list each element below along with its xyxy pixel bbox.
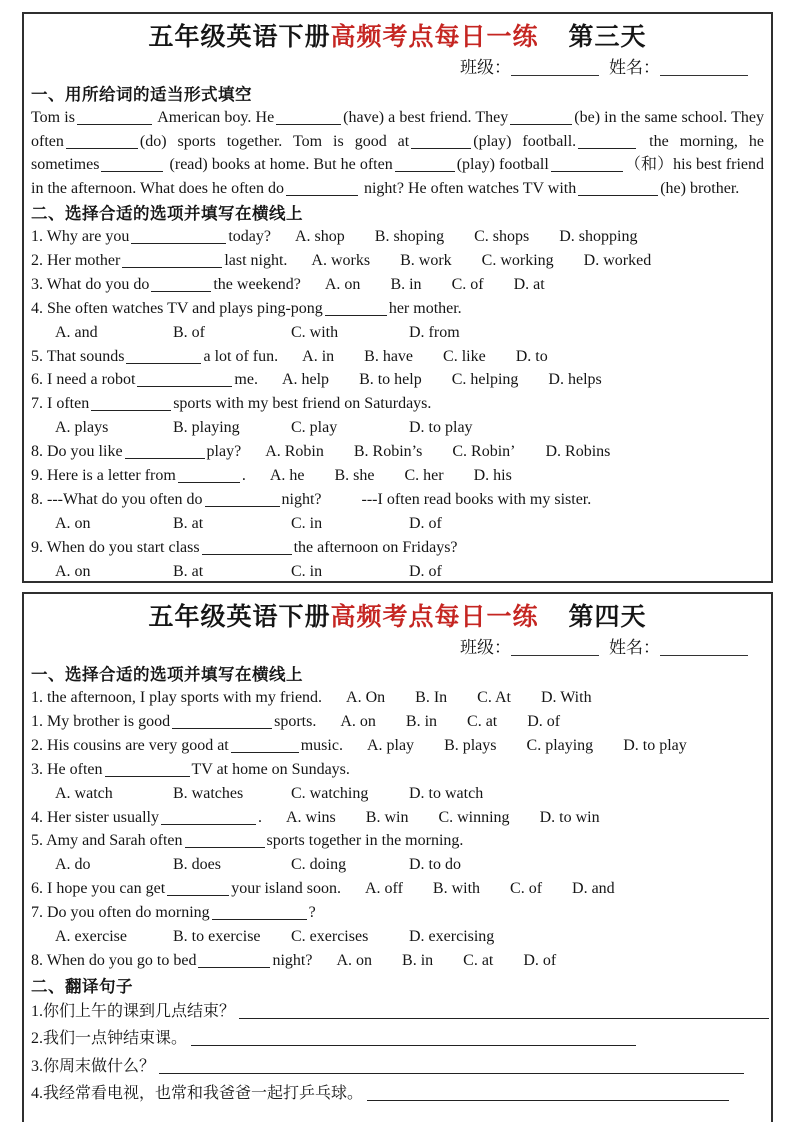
question: 8. ---What do you often do night? ---I often read books with my sister. — [31, 490, 592, 508]
question: 3. He often TV at home on Sundays. — [31, 760, 350, 778]
translation-blank[interactable] — [367, 1086, 729, 1101]
question: 4. She often watches TV and plays ping-pong her mother. — [31, 299, 462, 317]
option: A. in — [302, 347, 335, 365]
name-label: 姓名： — [609, 638, 660, 657]
title-text: 五年级英语下册 — [148, 24, 331, 51]
option: A. Robin — [265, 443, 324, 461]
option: B. plays — [444, 736, 497, 754]
answer-blank[interactable] — [125, 444, 205, 459]
answer-blank[interactable] — [231, 738, 299, 753]
option: A. On — [346, 689, 386, 706]
class-label: 班级： — [460, 638, 511, 657]
question: 5. That sounds a lot of fun. A. in B. have C. like D. to — [31, 347, 548, 365]
translation-item: 4.我经常看电视，也常和我爸爸一起打乒乓球。 — [31, 1080, 764, 1108]
question: 4. Her sister usually . A. wins B. win C. winning D. to win — [31, 808, 600, 826]
cloze-blank[interactable] — [510, 110, 572, 125]
option: B. win — [365, 808, 409, 826]
option: C. like — [443, 347, 486, 365]
answer-blank[interactable] — [205, 492, 280, 507]
option: C. Robin’ — [452, 443, 516, 461]
option: D. shopping — [559, 228, 638, 245]
cloze-blank[interactable] — [276, 110, 341, 125]
title-day: 第三天 — [568, 24, 647, 51]
option: C. of — [451, 275, 484, 293]
title-day: 第四天 — [568, 604, 647, 631]
option: B. shoping — [374, 228, 445, 245]
option: D. to play — [409, 419, 473, 437]
answer-blank[interactable] — [122, 253, 222, 268]
option: C. doing — [291, 856, 347, 874]
option: D. of — [523, 951, 557, 969]
worksheet-day4 — [22, 592, 773, 1122]
option: C. watching — [291, 784, 369, 802]
option: A. on — [55, 514, 91, 532]
title-text: 五年级英语下册 — [148, 604, 331, 631]
cloze-blank[interactable] — [66, 134, 138, 149]
section-2-heading: 二、选择合适的选项并填写在横线上 — [31, 204, 303, 223]
name-blank[interactable] — [660, 640, 748, 656]
option: A. on — [55, 562, 91, 580]
answer-blank[interactable] — [212, 905, 307, 920]
class-blank[interactable] — [511, 640, 599, 656]
name-blank[interactable] — [660, 60, 748, 76]
option: B. does — [173, 856, 221, 874]
option: B. have — [364, 347, 414, 365]
section-2-heading: 二、翻译句子 — [31, 976, 133, 996]
name-label: 姓名： — [609, 58, 660, 77]
question: 2. His cousins are very good at music. A. play B. plays C. playing D. to play — [31, 736, 687, 754]
option: C. playing — [526, 736, 594, 754]
options-row — [31, 512, 764, 536]
answer-blank[interactable] — [198, 953, 270, 968]
cloze-blank[interactable] — [286, 181, 358, 196]
option: C. of — [510, 880, 543, 898]
question: 8. Do you like play? A. Robin B. Robin’s C. Robin’ D. Robins — [31, 443, 611, 461]
answer-blank[interactable] — [202, 540, 292, 555]
answer-blank[interactable] — [137, 372, 232, 387]
worksheet-title-day4 — [31, 601, 764, 634]
option: D. to do — [409, 856, 461, 874]
option: A. play — [366, 736, 415, 754]
answer-blank[interactable] — [91, 396, 171, 411]
option: D. Robins — [545, 443, 611, 461]
translation-blank[interactable] — [159, 1059, 744, 1074]
option: D. to win — [539, 808, 600, 826]
option: C. shops — [474, 228, 530, 245]
option: A. off — [364, 880, 403, 898]
option: B. with — [432, 880, 481, 898]
option: D. to play — [623, 736, 687, 754]
class-name-line — [31, 54, 764, 81]
option: A. shop — [295, 228, 345, 245]
option: A. and — [55, 323, 98, 341]
option: A. plays — [55, 419, 109, 437]
option: C. at — [463, 951, 494, 969]
option: D. from — [409, 323, 460, 341]
question: 1. My brother is good sports. A. on B. in C. at D. of — [31, 712, 561, 730]
option: B. to exercise — [173, 928, 261, 946]
option: A. on — [336, 951, 373, 969]
question: 9. Here is a letter from . A. he B. she C. her D. his — [31, 467, 512, 485]
option: B. she — [334, 467, 375, 485]
option: C. in — [291, 562, 323, 580]
cloze-blank[interactable] — [411, 134, 471, 149]
option: C. at — [467, 712, 498, 730]
cloze-blank[interactable] — [77, 110, 152, 125]
option: D. worked — [583, 251, 652, 269]
question: 3. What do you do the weekend? A. on B. in C. of D. at — [31, 275, 545, 293]
option: B. in — [402, 951, 434, 969]
option: B. work — [400, 251, 452, 269]
option: B. at — [173, 562, 204, 580]
options-row — [31, 853, 764, 877]
answer-blank[interactable] — [185, 833, 265, 848]
answer-blank[interactable] — [126, 349, 201, 364]
option: B. at — [173, 514, 204, 532]
cloze-paragraph: Tom is American boy. He (have) a best friend. They (be) in the same school. They often (do) sports together. Tom is good at (play) football. the morning, he sometimes (read) books at home. But he often (play) football （和）his best friend in the afternoon. What does he often do night? He often watches TV with (he) brother. — [31, 109, 765, 197]
worksheet-day3 — [22, 12, 773, 583]
option: B. in — [405, 712, 438, 730]
section-1-heading: 一、选择合适的选项并填写在横线上 — [31, 665, 303, 684]
translation-item: 2.我们一点钟结束课。 — [31, 1025, 764, 1053]
options-row — [31, 416, 764, 440]
cloze-blank[interactable] — [101, 157, 163, 172]
option: A. exercise — [55, 928, 127, 946]
answer-blank[interactable] — [131, 229, 226, 244]
option: C. At — [477, 689, 511, 706]
option: B. In — [415, 689, 448, 706]
option: C. with — [291, 323, 339, 341]
options-row — [31, 560, 764, 583]
cloze-blank[interactable] — [551, 157, 623, 172]
options-row — [31, 925, 764, 949]
option: C. in — [291, 514, 323, 532]
option: D. and — [572, 880, 615, 898]
question: 1. the afternoon, I play sports with my friend. A. On B. In C. At D. With — [31, 689, 592, 706]
option: A. wins — [285, 808, 336, 826]
translation-item: 1.你们上午的课到几点结束？ — [31, 998, 764, 1026]
dialog-reply: ---I often read books with my sister. — [361, 490, 592, 508]
cloze-blank[interactable] — [578, 181, 658, 196]
answer-blank[interactable] — [167, 881, 229, 896]
question: 2. Her mother last night. A. works B. work C. working D. worked — [31, 251, 652, 269]
answer-blank[interactable] — [151, 277, 211, 292]
option: D. of — [527, 712, 561, 730]
question: 7. I often sports with my best friend on Saturdays. — [31, 395, 432, 413]
question: 5. Amy and Sarah often sports together in the morning. — [31, 832, 464, 850]
translation-blank[interactable] — [239, 1004, 769, 1019]
answer-blank[interactable] — [172, 714, 272, 729]
option: A. on — [324, 275, 361, 293]
question: 8. When do you go to bed night? A. on B. in C. at D. of — [31, 951, 557, 969]
cloze-blank[interactable] — [395, 157, 455, 172]
option: C. exercises — [291, 928, 369, 946]
translation-item: 3.你周末做什么？ — [31, 1053, 764, 1081]
question: 9. When do you start class the afternoon on Fridays? — [31, 538, 458, 556]
option: A. help — [281, 371, 330, 389]
options-row — [31, 782, 764, 806]
question: 1. Why are you today? A. shop B. shoping C. shops D. shopping — [31, 228, 638, 245]
option: A. watch — [55, 784, 113, 802]
option: D. his — [473, 467, 512, 485]
option: B. Robin’s — [353, 443, 423, 461]
class-label: 班级： — [460, 58, 511, 77]
option: B. of — [173, 323, 205, 341]
answer-blank[interactable] — [325, 301, 387, 316]
option: D. to — [515, 347, 548, 365]
option: C. winning — [438, 808, 510, 826]
question: 7. Do you often do morning ? — [31, 904, 316, 922]
option: D. at — [513, 275, 545, 293]
option: B. in — [390, 275, 422, 293]
class-blank[interactable] — [511, 60, 599, 76]
cloze-blank[interactable] — [578, 134, 636, 149]
question: 6. I need a robot me. A. help B. to help C. helping D. helps — [31, 371, 602, 389]
title-highlight: 高频考点每日一练 — [330, 604, 539, 631]
question: 6. I hope you can get your island soon. A. off B. with C. of D. and — [31, 880, 615, 898]
option: D. exercising — [409, 928, 495, 946]
option: A. do — [55, 856, 91, 874]
option: A. he — [269, 467, 305, 485]
option: D. of — [409, 514, 442, 532]
answer-blank[interactable] — [178, 468, 240, 483]
translation-blank[interactable] — [191, 1031, 636, 1046]
option: A. on — [340, 712, 376, 730]
option: A. works — [311, 251, 371, 269]
option: D. of — [409, 562, 442, 580]
option: C. play — [291, 419, 338, 437]
class-name-line — [31, 634, 764, 661]
option: B. to help — [359, 371, 422, 389]
section-1-heading: 一、用所给词的适当形式填空 — [31, 85, 252, 104]
option: C. her — [404, 467, 444, 485]
options-row — [31, 321, 764, 345]
answer-blank[interactable] — [161, 810, 256, 825]
title-highlight: 高频考点每日一练 — [330, 24, 539, 51]
option: C. helping — [451, 371, 519, 389]
worksheet-title-day3 — [31, 21, 764, 54]
option: B. watches — [173, 784, 244, 802]
option: D. to watch — [409, 784, 484, 802]
option: C. working — [481, 251, 554, 269]
option: D. helps — [548, 371, 602, 389]
option: B. playing — [173, 419, 240, 437]
answer-blank[interactable] — [105, 762, 190, 777]
option: D. With — [540, 689, 592, 706]
